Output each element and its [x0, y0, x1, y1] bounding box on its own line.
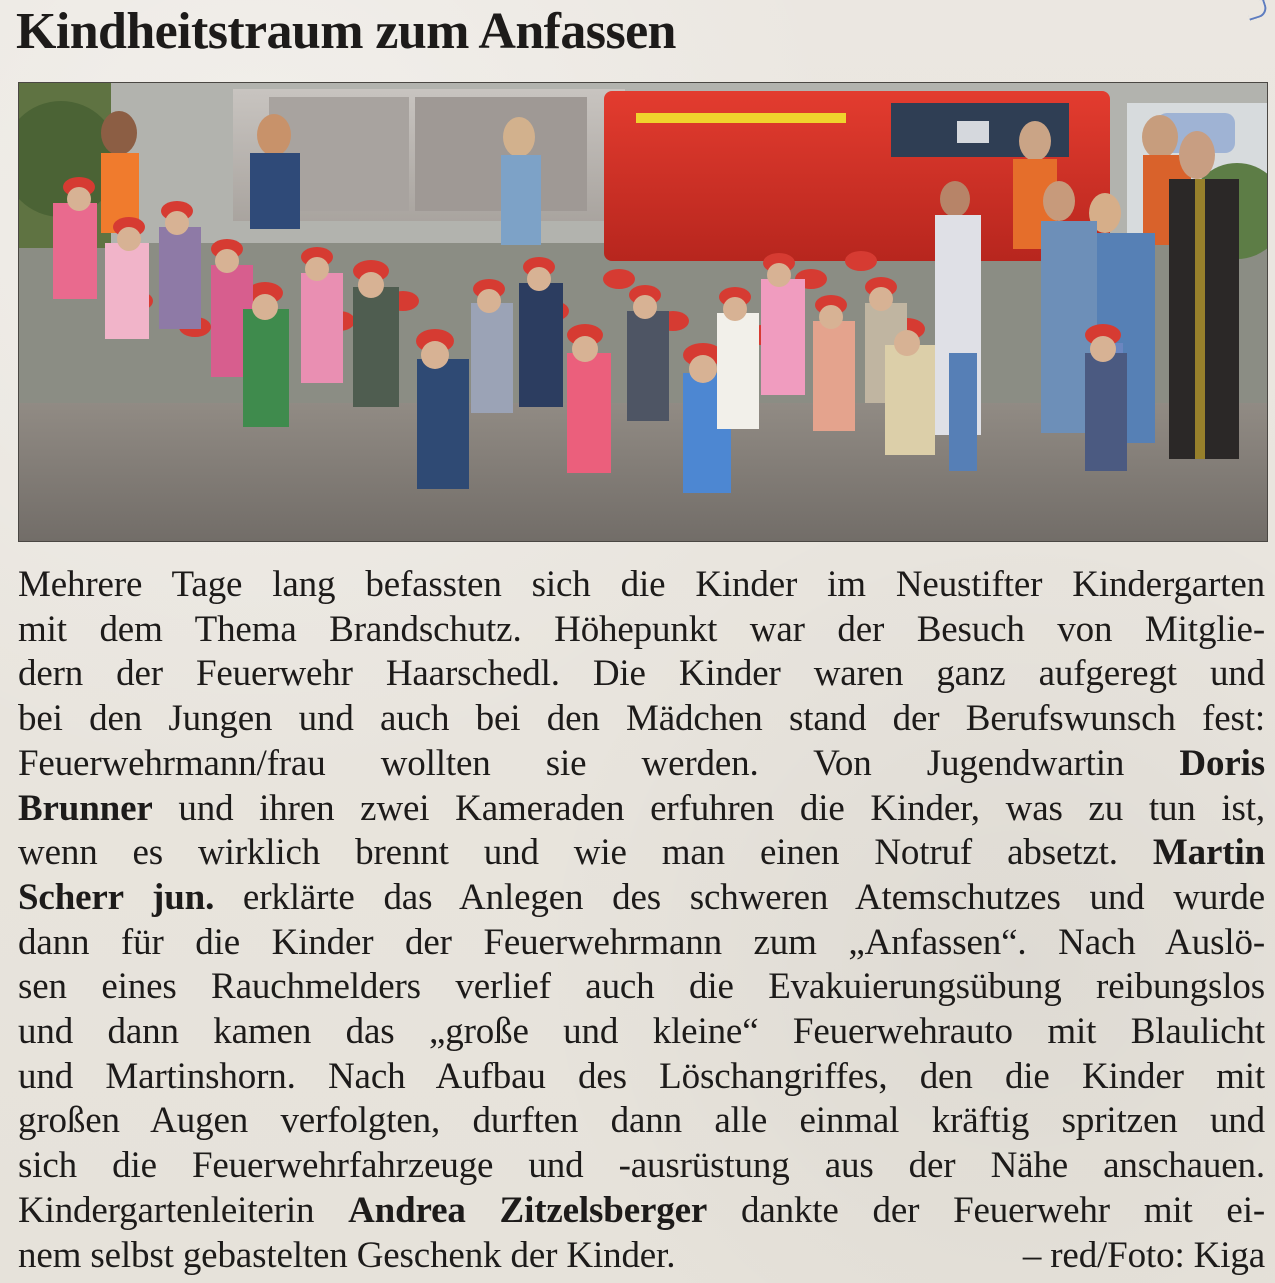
article-line-9: [18, 921, 1265, 966]
article-line-1-text: Mehrere Tage lang befassten sich die Kinder im Neustifter Kindergarten: [18, 564, 1265, 605]
article-body: [18, 563, 1265, 1278]
article-line-15-text-b: dankte der Feuerwehr mit ei-: [707, 1189, 1265, 1231]
article-line-2-text: mit dem Thema Brandschutz. Höhepunkt war der Besuch von Mitglie-: [18, 608, 1265, 650]
article-line-15: [18, 1189, 1265, 1234]
article-line-3-text: dern der Feuerwehr Haarschedl. Die Kinder waren ganz aufgeregt und: [18, 653, 1265, 695]
article-line-3: [18, 652, 1265, 697]
truck-stripe: [636, 113, 846, 123]
article-line-7: [18, 831, 1265, 876]
article-line-9-text: dann für die Kinder der Feuerwehrmann zum „Anfassen“. Nach Auslö-: [18, 921, 1265, 963]
article-line-1: [18, 563, 1265, 608]
article-line-6-text: und ihren zwei Kameraden erfuhren die Kinder, was zu tun ist,: [152, 787, 1265, 829]
article-line-8-text: erklärte das Anlegen des schweren Atemschutzes und wurde: [214, 876, 1265, 918]
closing-text: nem selbst gebastelten Geschenk der Kinder.: [18, 1234, 676, 1276]
article-line-10: [18, 965, 1265, 1010]
article-line-11-text: und dann kamen das „große und kleine“ Feuerwehrauto mit Blaulicht: [18, 1011, 1265, 1053]
article-line-7-text: wenn es wirklich brennt und wie man einen Notruf absetzt.: [18, 832, 1153, 874]
article-line-13: [18, 1099, 1265, 1144]
article-line-5-text: Feuerwehrmann/frau wollten sie werden. Von Jugendwartin: [18, 742, 1180, 784]
highlighted-name-andrea: Andrea Zitzelsberger: [348, 1189, 708, 1231]
article-line-10-text: sen eines Rauchmelders verlief auch die Evakuierungsübung reibungslos: [18, 966, 1265, 1008]
article-line-11: [18, 1010, 1265, 1055]
article-line-12: [18, 1055, 1265, 1100]
pen-mark: [1245, 0, 1269, 21]
highlighted-name-doris: Doris: [1179, 742, 1265, 784]
article-headline: Kindheitstraum zum Anfassen: [16, 3, 676, 60]
article-line-14: [18, 1144, 1265, 1189]
article-line-6: [18, 787, 1265, 832]
truck-emblem: [957, 121, 989, 143]
article-line-5: [18, 742, 1265, 787]
article-line-15-text-a: Kindergartenleiterin: [18, 1189, 349, 1231]
article-line-4-text: bei den Jungen und auch bei den Mädchen stand der Berufswunsch fest:: [18, 698, 1265, 740]
highlighted-name-martin: Martin: [1152, 832, 1265, 874]
article-line-14-text: sich die Feuerwehrfahrzeuge und -ausrüstung aus der Nähe anschauen.: [18, 1145, 1265, 1187]
article-line-8: [18, 876, 1265, 921]
group-photo-illustration: [19, 83, 1267, 541]
article-line-2: [18, 608, 1265, 653]
article-line-16: [18, 1234, 1265, 1279]
highlighted-name-brunner: Brunner: [18, 787, 153, 829]
article-line-12-text: und Martinshorn. Nach Aufbau des Löschangriffes, den die Kinder mit: [18, 1055, 1265, 1097]
highlighted-name-scherr: Scherr jun.: [18, 876, 215, 918]
article-line-13-text: großen Augen verfolgten, durften dann alle einmal kräftig spritzen und: [18, 1100, 1265, 1142]
photo-credit: – red/Foto: Kiga: [1022, 1234, 1265, 1276]
group-photo: [18, 82, 1268, 542]
article-line-4: [18, 697, 1265, 742]
